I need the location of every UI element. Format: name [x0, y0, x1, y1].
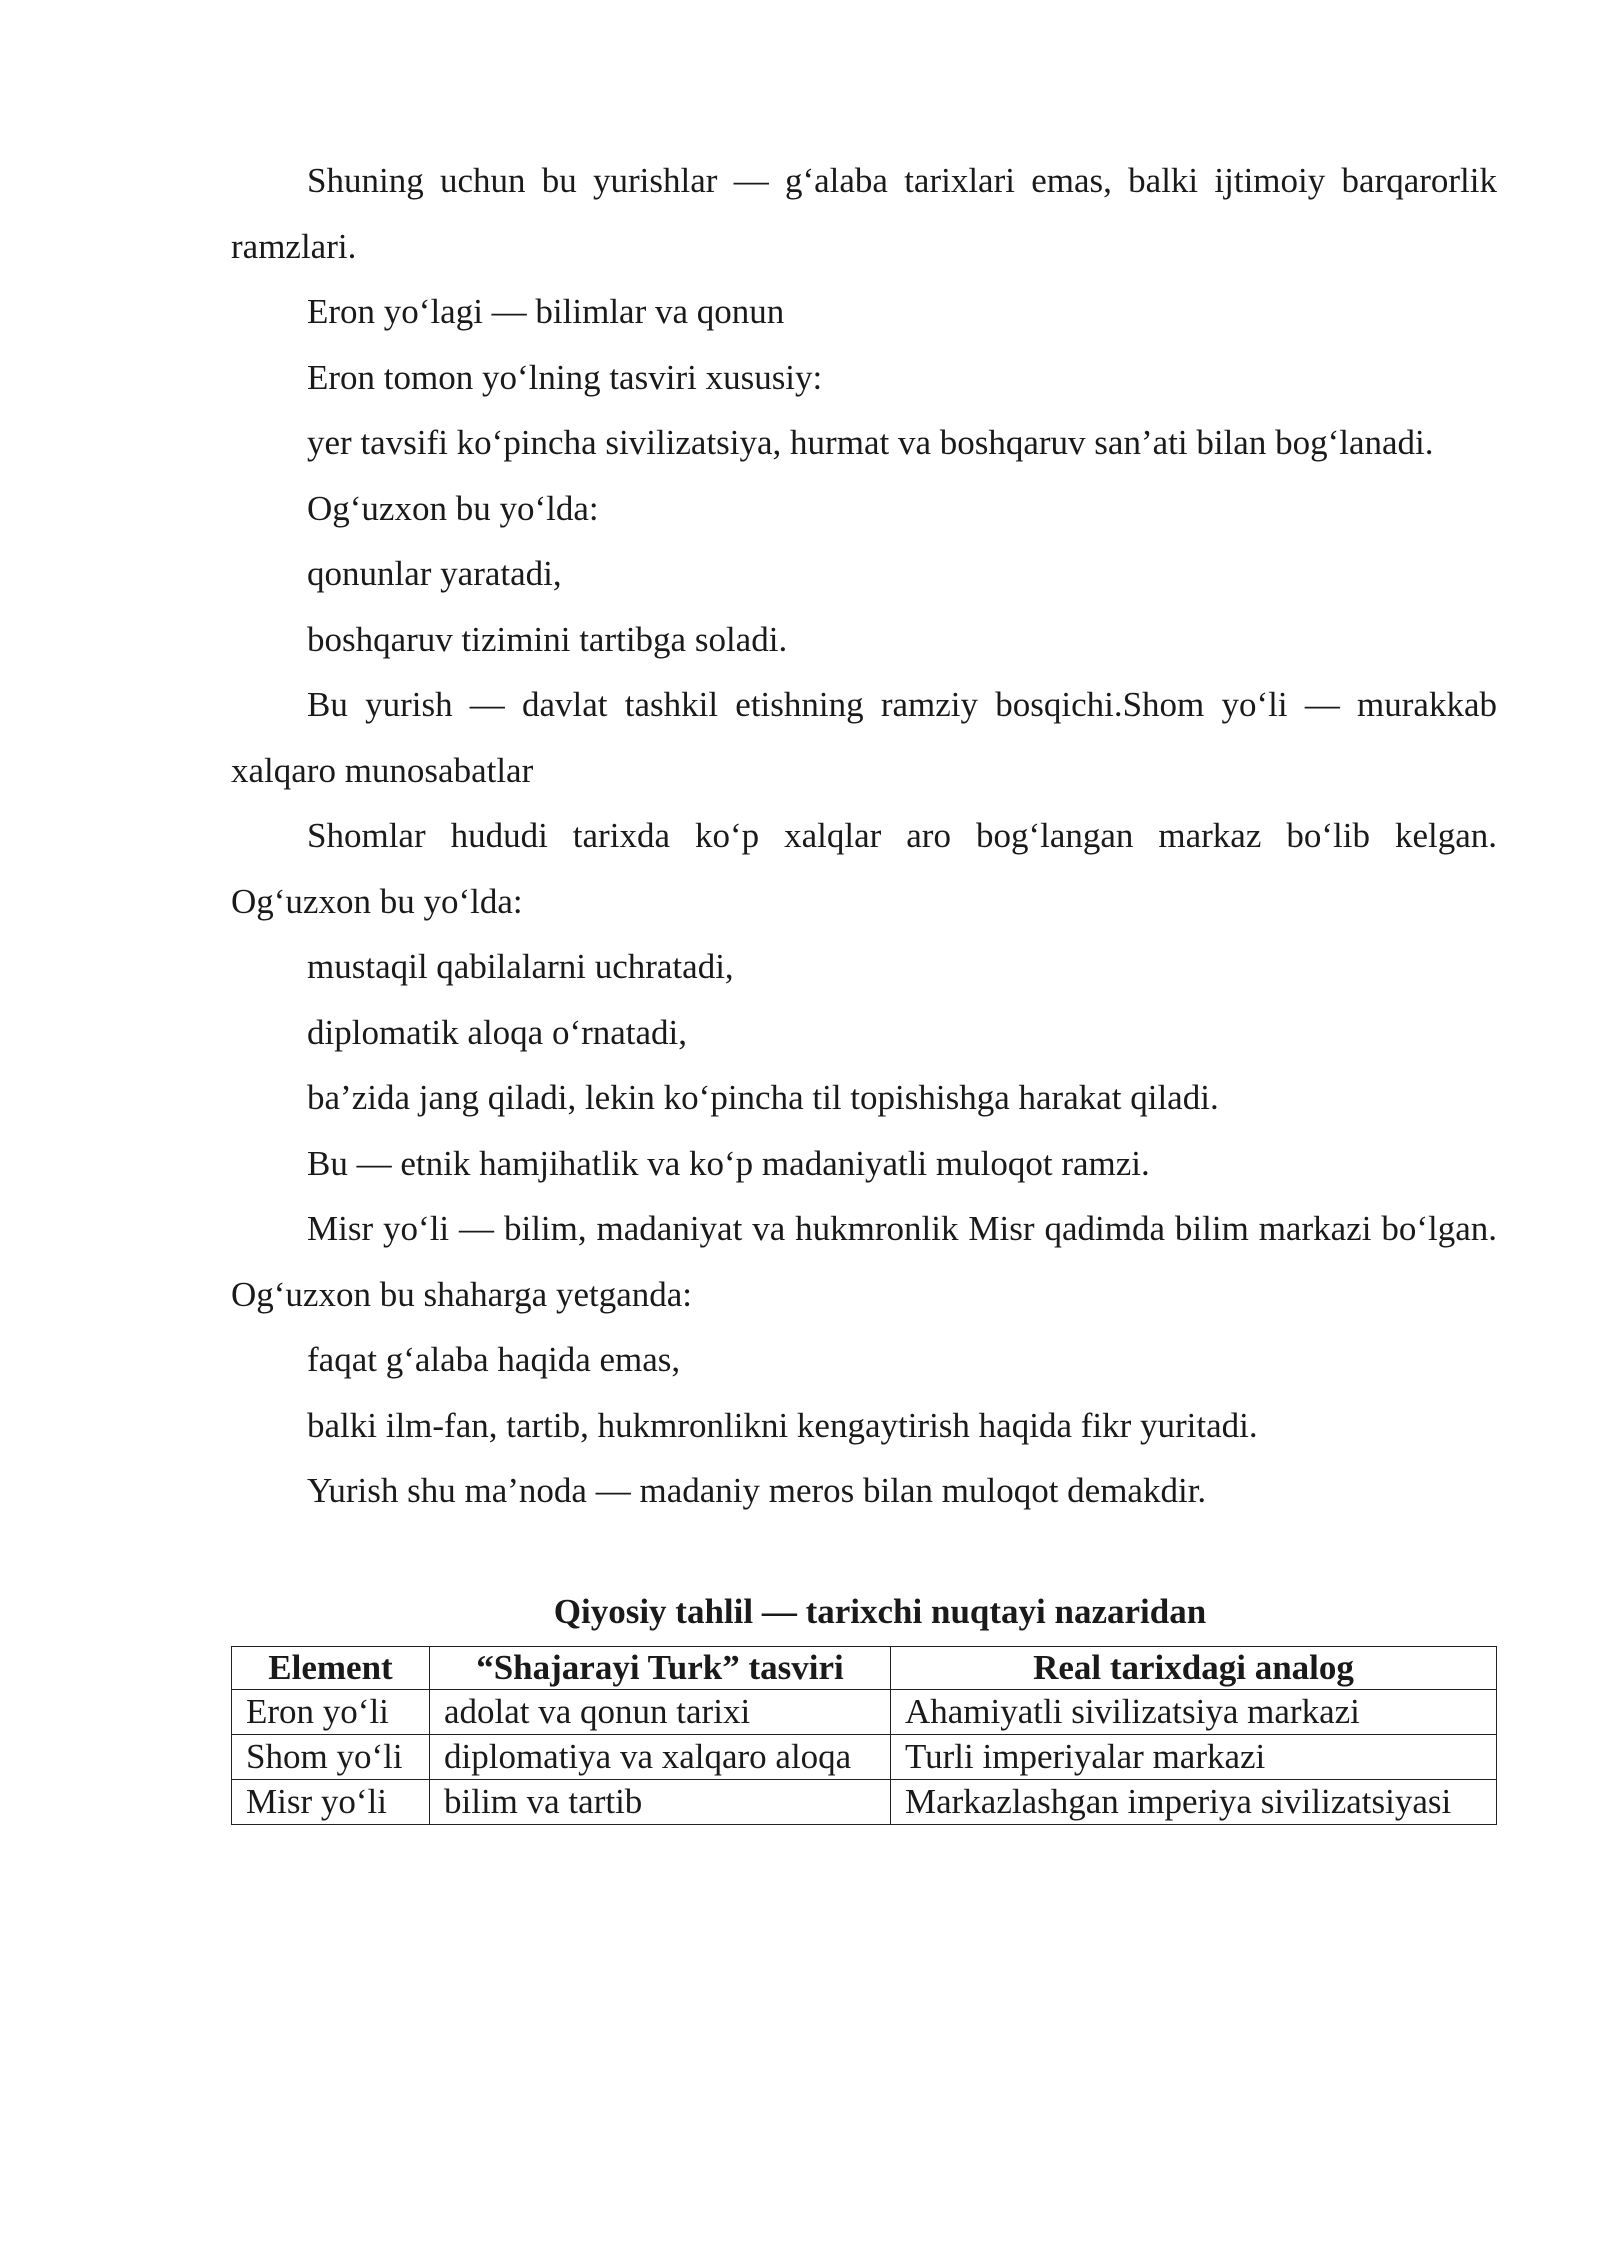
table-cell: Shom yo‘li	[232, 1734, 430, 1779]
table-cell: Markazlashgan imperiya sivilizatsiyasi	[891, 1779, 1497, 1824]
paragraph: Shomlar hududi tarixda ko‘p xalqlar aro bog‘langan markaz bo‘lib kelgan. Og‘uzxon bu yo‘lda:	[231, 816, 1497, 921]
paragraph: Misr yo‘li — bilim, madaniyat va hukmronlik Misr qadimda bilim markazi bo‘lgan. Og‘uzxon bu shaharga yetganda:	[231, 1209, 1497, 1314]
comparison-table	[231, 1646, 1497, 1825]
table-cell: diplomatiya va xalqaro aloqa	[430, 1734, 891, 1779]
table-cell: bilim va tartib	[430, 1779, 891, 1824]
header-historical-analog: Real tarixdagi analog	[891, 1646, 1497, 1689]
paragraph: yer tavsifi ko‘pincha sivilizatsiya, hurmat va boshqaruv san’ati bilan bog‘lanadi.	[307, 423, 1434, 462]
paragraph: diplomatik aloqa o‘rnatadi,	[307, 1012, 688, 1052]
table-title: Qiyosiy tahlil — tarixchi nuqtayi nazaridan	[553, 1591, 1207, 1631]
paragraph: Yurish shu ma’noda — madaniy meros bilan muloqot demakdir.	[307, 1471, 1207, 1510]
document-page	[231, 148, 1497, 1825]
paragraph: faqat g‘alaba haqida emas,	[307, 1340, 681, 1379]
table-row	[232, 1689, 1497, 1734]
paragraph: Bu — etnik hamjihatlik va ko‘p madaniyatli muloqot ramzi.	[307, 1143, 1150, 1183]
paragraph: Og‘uzxon bu yo‘lda:	[307, 488, 599, 528]
header-depiction: “Shajarayi Turk” tasviri	[430, 1646, 891, 1689]
table-row	[232, 1734, 1497, 1779]
table-cell: Ahamiyatli sivilizatsiya markazi	[891, 1689, 1497, 1734]
paragraph: Eron tomon yo‘lning tasviri xususiy:	[307, 357, 823, 397]
table-row	[232, 1779, 1497, 1824]
table-cell: adolat va qonun tarixi	[430, 1689, 891, 1734]
paragraph: mustaqil qabilalarni uchratadi,	[307, 947, 734, 986]
paragraph: Eron yo‘lagi — bilimlar va qonun	[307, 292, 785, 331]
table-cell: Misr yo‘li	[232, 1779, 430, 1824]
paragraph: boshqaruv tizimini tartibga soladi.	[307, 619, 788, 659]
paragraph: Shuning uchun bu yurishlar — g‘alaba tarixlari emas, balki ijtimoiy barqarorlik ramzlari.	[231, 161, 1497, 266]
paragraph: ba’zida jang qiladi, lekin ko‘pincha til topishishga harakat qiladi.	[307, 1078, 1219, 1117]
table-header-row	[232, 1646, 1497, 1689]
table-cell: Turli imperiyalar markazi	[891, 1734, 1497, 1779]
paragraph: balki ilm-fan, tartib, hukmronlikni kengaytirish haqida fikr yuritadi.	[307, 1405, 1258, 1445]
paragraph: Bu yurish — davlat tashkil etishning ramziy bosqichi.Shom yo‘li — murakkab xalqaro munosabatlar	[231, 685, 1497, 790]
header-element: Element	[232, 1646, 430, 1689]
paragraph: qonunlar yaratadi,	[307, 554, 562, 593]
table-cell: Eron yo‘li	[232, 1689, 430, 1734]
